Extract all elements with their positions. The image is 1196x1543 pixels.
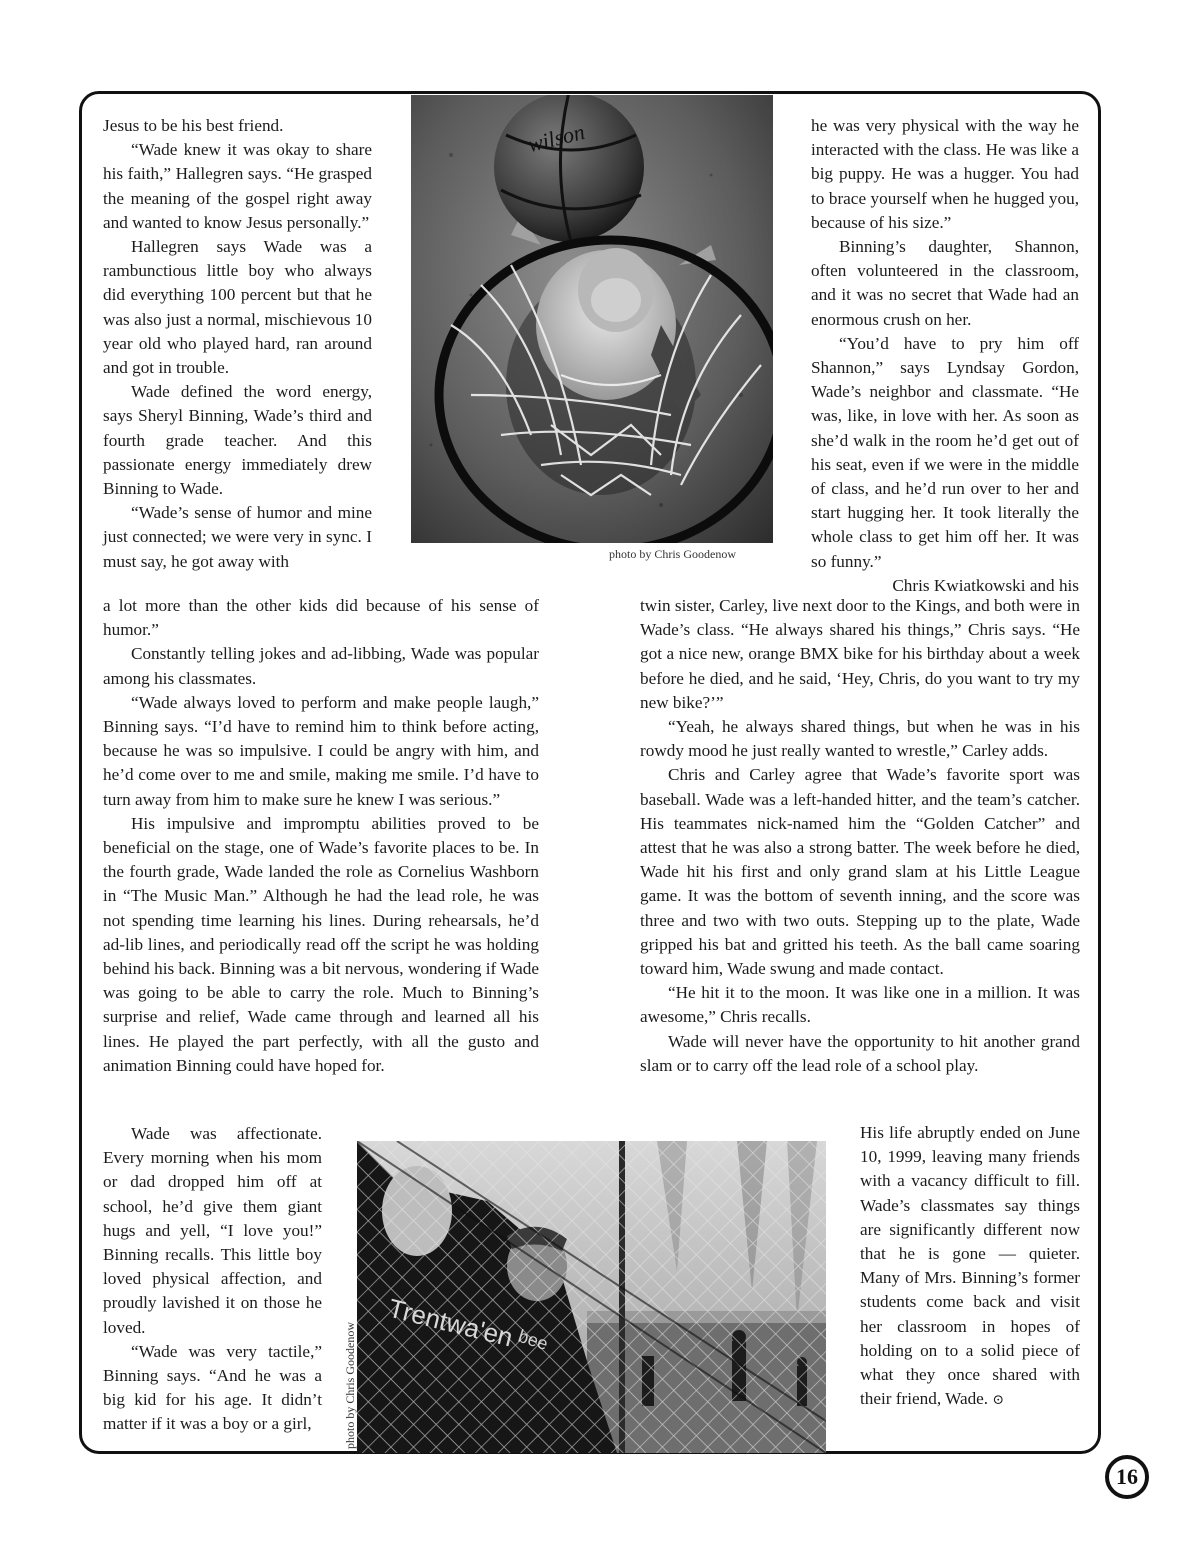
paragraph: “He hit it to the moon. It was like one in a million. It was awesome,” Chris recalls. xyxy=(640,983,1080,1027)
paragraph: Chris Kwiatkowski and his xyxy=(892,575,1079,595)
paragraph: “Wade’s sense of humor and mine just connected; we were very in sync. I must say, he got away with xyxy=(103,503,372,571)
paragraph: Wade will never have the opportunity to hit another grand slam or to carry off the lead role of a school play. xyxy=(640,1031,1080,1075)
paragraph: he was very physical with the way he interacted with the class. He was like a big puppy. He was a hugger. You had to brace yourself when he hugged you, because of his size.” xyxy=(811,116,1079,232)
paragraph: “Wade knew it was okay to share his faith,” Hallegren says. “He grasped the meaning of the gospel right away and wanted to know Jesus personally.” xyxy=(103,140,372,232)
paragraph: His impulsive and impromptu abilities proved to be beneficial on the stage, one of Wade’s favorite places to be. In the fourth grade, Wade landed the role as Cornelius Washborn in “The Music Man.” Although he had the lead role, he was not spending time learning his lines. During rehearsals, he’d ad-lib lines, and periodically read off the script he was holding behind his back. Binning was a bit nervous, wondering if Wade was going to be able to carry the role. Much to Binning’s surprise and relief, Wade came through and learned all his lines. He played the part perfectly, with all the gusto and animation Binning could have hoped for. xyxy=(103,813,539,1075)
svg-text:wilson: wilson xyxy=(525,118,588,158)
paragraph: Constantly telling jokes and ad-libbing, Wade was popular among his classmates. xyxy=(103,644,539,688)
column-right-top xyxy=(811,114,1079,598)
photo-basketball xyxy=(411,95,773,543)
column-2-bottom xyxy=(860,1121,1080,1413)
basketball-photo-image xyxy=(411,95,773,543)
paragraph: Hallegren says Wade was a rambunctious little boy who always did everything 100 percent but that he was also just a normal, mischievous 10 year old who played hard, ran around and got in trouble. xyxy=(103,237,372,378)
paragraph: a lot more than the other kids did because of his sense of humor.” xyxy=(103,596,539,640)
paragraph: Chris and Carley agree that Wade’s favorite sport was baseball. Wade was a left-handed hitter, and the team’s catcher. His teammates nick-named him the “Golden Catcher” and attest that he was also a strong batter. The week before he died, Wade hit his first and only grand slam at his Little League game. It was the bottom of seventh inning, and the score was three and two with two outs. Stepping up to the plate, Wade gripped his bat and gritted his teeth. As the ball came soaring toward him, Wade swung and made contact. xyxy=(640,765,1080,979)
paragraph: Jesus to be his best friend. xyxy=(103,116,284,135)
fence-photo-image xyxy=(357,1141,826,1453)
photo-credit-caption-vertical: photo by Chris Goodenow xyxy=(343,1322,357,1449)
photo-baseball-fence xyxy=(357,1141,826,1453)
column-1-bottom xyxy=(103,1122,322,1437)
column-1-middle xyxy=(103,594,539,1078)
column-2-middle xyxy=(640,594,1080,1078)
paragraph-text: His life abruptly ended on June 10, 1999, leaving many friends with a vacancy difficult to fill. Wade’s classmates say things are significantly different now that he is gone — quieter. Many of Mrs. Binning’s former students come back and visit her classroom in hopes of holding on to a solid piece of what they once shared with their friend, Wade. xyxy=(860,1123,1080,1409)
paragraph: “Wade was very tactile,” Binning says. “And he was a big kid for his age. It didn’t matter if it was a boy or a girl, xyxy=(103,1341,322,1434)
page-number: 16 xyxy=(1105,1455,1149,1499)
paragraph: Binning’s daughter, Shannon, often volunteered in the classroom, and it was no secret that Wade had an enormous crush on her. xyxy=(811,237,1079,329)
paragraph: Wade was affectionate. Every morning when his mom or dad dropped him off at school, he’d give them giant hugs and yell, “I love you!” Binning recalls. This little boy loved physical affection, and proudly lavished it on those he loved. xyxy=(103,1124,322,1337)
paragraph: Wade defined the word energy, says Sheryl Binning, Wade’s third and fourth grade teacher. And this passionate energy immediately drew Binning to Wade. xyxy=(103,382,372,499)
paragraph: “You’d have to pry him off Shannon,” says Lyndsay Gordon, Wade’s neighbor and classmate. “He was, like, in love with her. As soon as she’d walk in the room he’d get out of his seat, even if we were in the middle of class, and he’d run over to her and start hugging her. It took literally the whole class to get him off her. It was so funny.” xyxy=(811,333,1079,571)
paragraph: “Wade always loved to perform and make people laugh,” Binning says. “I’d have to remind him to think before acting, because he was so impulsive. I could be angry with him, and he’d come over to me and smile, making me smile. I’d have to turn away from him to make sure he knew I was serious.” xyxy=(103,692,539,809)
paragraph xyxy=(860,1121,1080,1413)
end-mark-icon: ⊙ xyxy=(992,1393,1005,1409)
column-1-top xyxy=(103,114,372,574)
photo-credit-caption: photo by Chris Goodenow xyxy=(609,547,736,561)
paragraph: twin sister, Carley, live next door to the Kings, and both were in Wade’s class. “He always shared his things,” Chris says. “He got a nice new, orange BMX bike for his birthday about a week before he died, and he said, ‘Hey, Chris, do you want to try my new bike?’” xyxy=(640,596,1080,712)
paragraph: “Yeah, he always shared things, but when he was in his rowdy mood he just really wanted to wrestle,” Carley adds. xyxy=(640,717,1080,761)
